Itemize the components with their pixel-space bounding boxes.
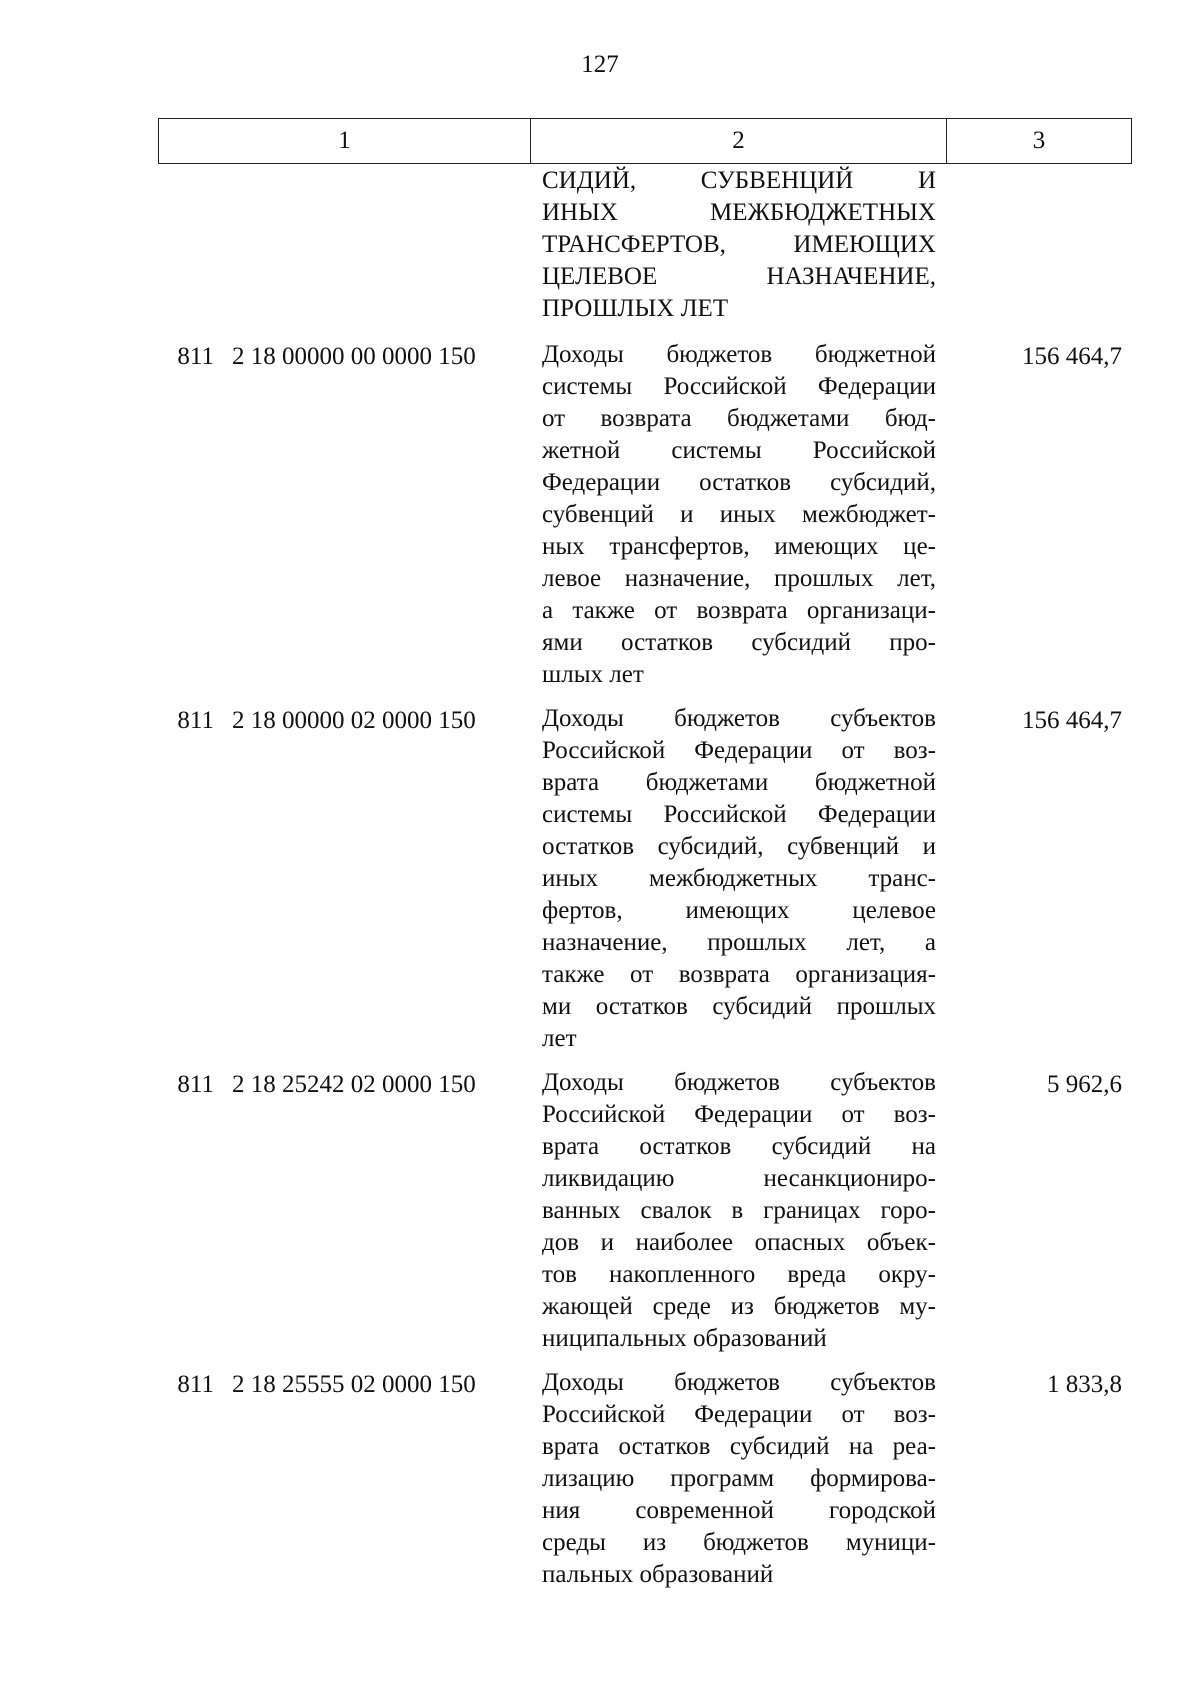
description-line: Доходы бюджетов субъектов [542, 1369, 936, 1396]
table-header [158, 118, 1132, 164]
description-line: Доходы бюджетов бюджетной [542, 341, 936, 368]
description-line: жетной системы Российской [542, 437, 936, 464]
description-line: ликвидацию несанкциониро- [542, 1165, 936, 1192]
admin-code-cell: 811 [177, 343, 214, 370]
table-row [158, 1067, 1132, 1355]
description-line: ями остатков субсидий про- [542, 629, 936, 656]
description-line: остатков субсидий, субвенций и [542, 833, 936, 860]
description-line: Российской Федерации от воз- [542, 1101, 936, 1128]
description-cell [530, 339, 946, 691]
description-line: Доходы бюджетов субъектов [542, 705, 936, 732]
description-line: Федерации остатков субсидий, [542, 469, 936, 496]
description-line: а также от возврата организаци- [542, 597, 936, 624]
description-line: шлых лет [542, 661, 644, 688]
table-header-col-2: 2 [531, 119, 947, 163]
description-line: ЦЕЛЕВОЕ НАЗНАЧЕНИЕ, [542, 263, 936, 290]
description-line: также от возврата организация- [542, 961, 936, 988]
budget-code-cell: 2 18 25555 02 0000 150 [232, 1371, 476, 1398]
amount-cell: 1 833,8 [1047, 1371, 1122, 1398]
description-cell [530, 703, 946, 1055]
description-line: врата остатков субсидий на [542, 1133, 936, 1160]
description-line: ТРАНСФЕРТОВ, ИМЕЮЩИХ [542, 231, 936, 258]
description-line: жающей среде из бюджетов му- [542, 1293, 936, 1320]
description-line: дов и наиболее опасных объек- [542, 1229, 936, 1256]
description-line: системы Российской Федерации [542, 373, 936, 400]
budget-code-cell: 2 18 25242 02 0000 150 [232, 1071, 476, 1098]
page-number: 127 [581, 51, 619, 78]
amount-cell: 156 464,7 [1022, 707, 1122, 734]
description-cell [530, 165, 946, 325]
description-cell [530, 1367, 946, 1591]
table-row [158, 165, 1132, 325]
budget-code-cell: 2 18 00000 02 0000 150 [232, 707, 476, 734]
description-line: лет [542, 1025, 577, 1052]
description-line: Российской Федерации от воз- [542, 1401, 936, 1428]
budget-code-cell: 2 18 00000 00 0000 150 [232, 343, 476, 370]
description-line: врата остатков субсидий на реа- [542, 1433, 936, 1460]
description-line: фертов, имеющих целевое [542, 897, 936, 924]
description-line: ниципальных образований [542, 1325, 827, 1352]
description-cell [530, 1067, 946, 1355]
table-header-col-1: 1 [159, 119, 531, 163]
description-line: СИДИЙ, СУБВЕНЦИЙ И [542, 167, 936, 194]
description-line: тов накопленного вреда окру- [542, 1261, 936, 1288]
admin-code-cell [158, 165, 214, 167]
admin-code-cell: 811 [177, 1371, 214, 1398]
description-line: субвенций и иных межбюджет- [542, 501, 936, 528]
description-line: ния современной городской [542, 1497, 936, 1524]
description-line: ных трансфертов, имеющих це- [542, 533, 936, 560]
description-line: ванных свалок в границах горо- [542, 1197, 936, 1224]
description-line: среды из бюджетов муници- [542, 1529, 936, 1556]
description-line: назначение, прошлых лет, а [542, 929, 936, 956]
description-line: Доходы бюджетов субъектов [542, 1069, 936, 1096]
description-line: ИНЫХ МЕЖБЮДЖЕТНЫХ [542, 199, 936, 226]
admin-code-cell: 811 [177, 1071, 214, 1098]
description-line: Российской Федерации от воз- [542, 737, 936, 764]
description-line: ми остатков субсидий прошлых [542, 993, 936, 1020]
description-line: пальных образований [542, 1561, 774, 1588]
description-line: иных межбюджетных транс- [542, 865, 936, 892]
description-line: системы Российской Федерации [542, 801, 936, 828]
budget-code-cell [214, 165, 530, 167]
amount-cell [946, 165, 1132, 167]
description-line: левое назначение, прошлых лет, [542, 565, 936, 592]
amount-cell: 5 962,6 [1047, 1071, 1122, 1098]
table-row [158, 703, 1132, 1055]
table-row [158, 1367, 1132, 1591]
description-line: от возврата бюджетами бюд- [542, 405, 936, 432]
table-body [158, 165, 1132, 1603]
description-line: врата бюджетами бюджетной [542, 769, 936, 796]
description-line: лизацию программ формирова- [542, 1465, 936, 1492]
table-row [158, 339, 1132, 691]
description-line: ПРОШЛЫХ ЛЕТ [542, 295, 729, 322]
admin-code-cell: 811 [177, 707, 214, 734]
amount-cell: 156 464,7 [1022, 343, 1122, 370]
table-header-col-3: 3 [1032, 127, 1046, 154]
